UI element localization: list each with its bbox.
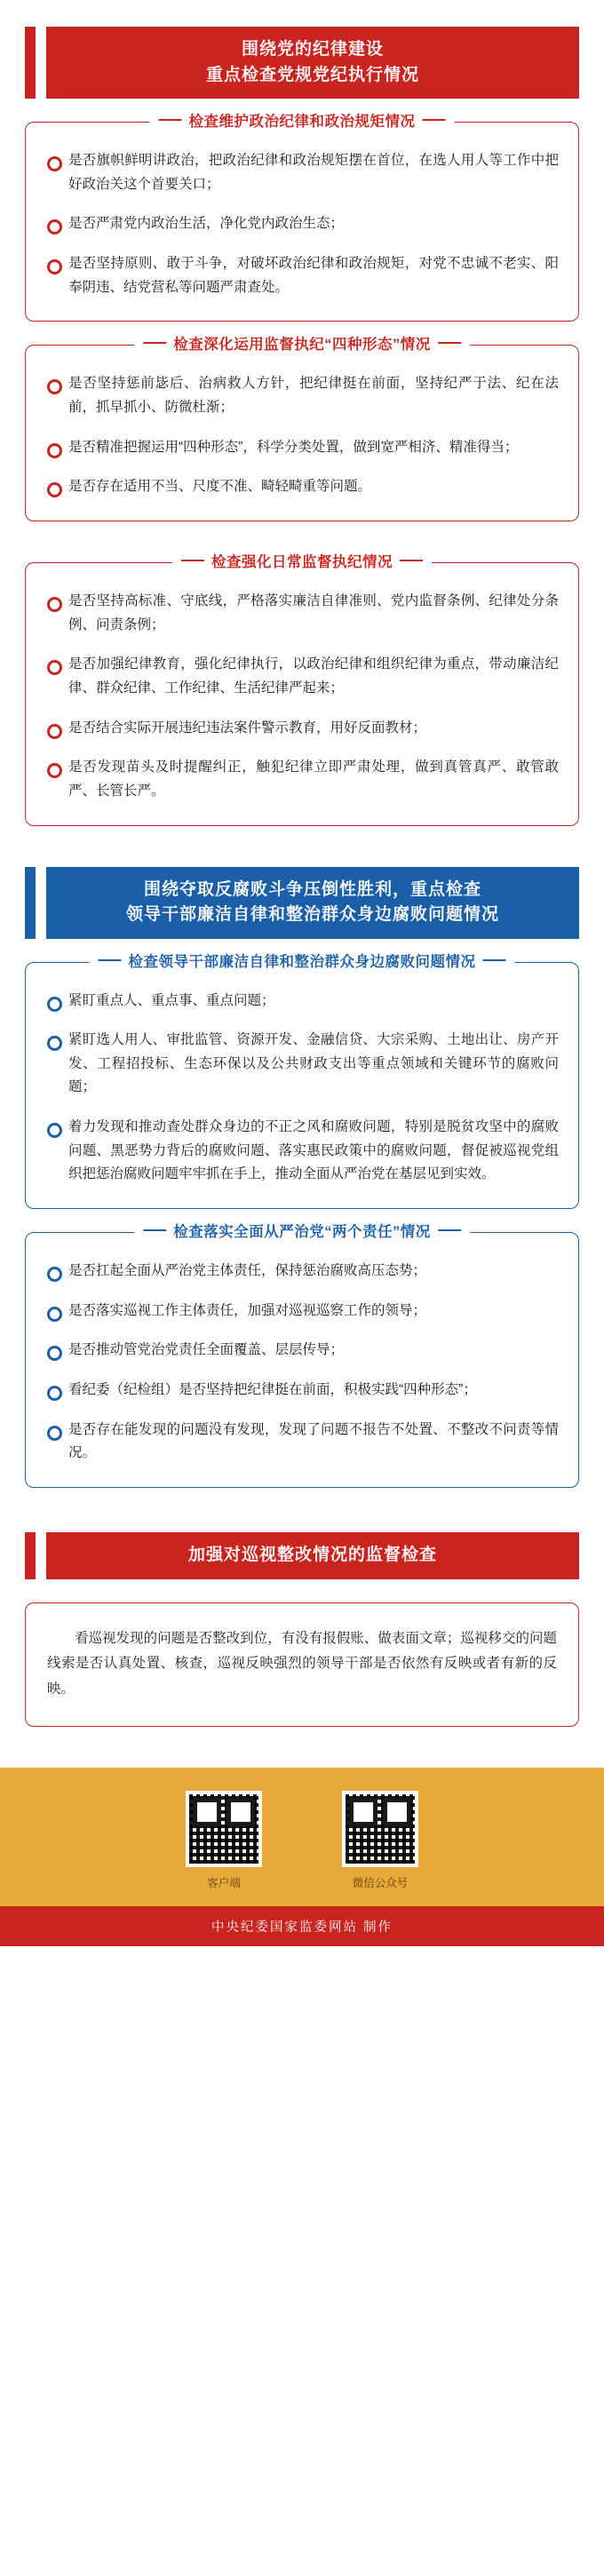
section-banner-2 xyxy=(25,867,579,939)
app-qr-label: 客户端 xyxy=(207,1876,241,1889)
card-title-text: 检查深化运用监督执纪“四种形态”情况 xyxy=(173,337,431,354)
list-item: 是否坚持惩前毖后、治病救人方针，把纪律挺在前面，坚持纪严于法、纪在法前，抓早抓小、防微杜渐； xyxy=(45,372,559,419)
qr-block-app[interactable] xyxy=(186,1791,262,1890)
section-banner-2-text xyxy=(46,867,579,939)
list-item: 紧盯选人用人、审批监管、资源开发、金融信贷、大宗采购、土地出让、房产开发、工程招投标、生态环保以及公共财政支出等重点领域和关键环节的腐败问题； xyxy=(45,1029,559,1100)
title-rule-right xyxy=(483,959,506,961)
item-list xyxy=(45,1260,559,1466)
card-title-text: 检查强化日常监督执纪情况 xyxy=(211,553,393,570)
item-list xyxy=(45,590,559,804)
list-item: 紧盯重点人、重点事、重点问题； xyxy=(45,990,559,1014)
list-item: 是否存在适用不当、尺度不准、畸轻畸重等问题。 xyxy=(45,475,559,499)
banner-notch xyxy=(36,27,46,99)
banner-line-1: 围绕夺取反腐败斗争压倒性胜利，重点检查 xyxy=(143,879,481,899)
title-rule-right xyxy=(423,119,446,121)
card-daily-supervision xyxy=(25,553,579,826)
list-item: 是否严肃党内政治生活，净化党内政治生态； xyxy=(45,212,559,236)
banner-line-1: 围绕党的纪律建设 xyxy=(241,40,384,59)
rectification-text: 看巡视发现的问题是否整改到位，有没有报假账、做表面文章；巡视移交的问题线索是否认真处置、核查，巡视反映强烈的领导干部是否依然有反映或者有新的反映。 xyxy=(47,1630,557,1697)
footer xyxy=(0,1768,604,1946)
banner-line-2: 重点检查党规党纪执行情况 xyxy=(205,65,419,84)
poster-page xyxy=(0,27,604,2576)
title-rule-left xyxy=(99,959,122,961)
card-two-responsibilities xyxy=(25,1224,579,1488)
section-banner-3-text xyxy=(46,1532,579,1579)
card-title-text: 检查落实全面从严治党“两个责任”情况 xyxy=(173,1224,431,1241)
wechat-qr-code[interactable] xyxy=(342,1791,418,1867)
item-list xyxy=(45,990,559,1188)
list-item: 是否推动管党治党责任全面覆盖、层层传导； xyxy=(45,1339,559,1363)
title-rule-right xyxy=(438,342,461,344)
card-title xyxy=(134,1220,470,1241)
item-list xyxy=(45,372,559,499)
card-title-text: 检查领导干部廉洁自律和整治群众身边腐败问题情况 xyxy=(128,953,476,970)
banner-line-1: 加强对巡视整改情况的监督检查 xyxy=(187,1546,437,1565)
list-item: 是否发现苗头及时提醒纠正，触犯纪律立即严肃处理，做到真管真严、敢管敢严、长管长严。 xyxy=(45,756,559,803)
banner-line-2: 领导干部廉洁自律和整治群众身边腐败问题情况 xyxy=(125,905,499,924)
wechat-qr-label: 微信公众号 xyxy=(352,1876,409,1889)
title-rule-left xyxy=(143,342,166,344)
list-item: 着力发现和推动查处群众身边的不正之风和腐败问题，特别是脱贫攻坚中的腐败问题、黑恶势力背后的腐败问题、落实惠民政策中的腐败问题，督促被巡视党组织把惩治腐败问题牢牢抓在手上，推动全面从严治党在基层见到实效。 xyxy=(45,1116,559,1187)
list-item: 看纪委（纪检组）是否坚持把纪律挺在前面，积极实践“四种形态”； xyxy=(45,1379,559,1403)
section-banner-1-text xyxy=(46,27,579,99)
title-rule-left xyxy=(181,560,204,561)
item-list xyxy=(45,149,559,299)
card-political-discipline xyxy=(25,114,579,322)
title-rule-left xyxy=(143,1229,166,1231)
card-title-text: 检查维护政治纪律和政治规矩情况 xyxy=(188,114,416,130)
card-title xyxy=(172,550,432,571)
list-item: 是否精准把握运用“四种形态”，科学分类处置，做到宽严相济、精准得当； xyxy=(45,436,559,460)
card-four-forms xyxy=(25,337,579,521)
title-rule-right xyxy=(438,1229,461,1231)
banner-accent-bar xyxy=(25,27,36,99)
list-item: 是否加强纪律教育，强化纪律执行，以政治纪律和组织纪律为重点，带动廉洁纪律、群众纪律、工作纪律、生活纪律严起来； xyxy=(45,653,559,700)
list-item: 是否旗帜鲜明讲政治，把政治纪律和政治规矩摆在首位，在选人用人等工作中把好政治关这个首要关口； xyxy=(45,149,559,196)
footer-credit-bar: 中央纪委国家监委网站 制作 xyxy=(0,1906,604,1946)
list-item: 是否坚持原则、敢于斗争，对破坏政治纪律和政治规矩，对党不忠诚不老实、阳奉阴违、结党营私等问题严肃查处。 xyxy=(45,252,559,299)
app-qr-code[interactable] xyxy=(186,1791,262,1867)
banner-notch xyxy=(36,867,46,939)
card-title xyxy=(134,332,470,354)
banner-accent-bar xyxy=(25,867,36,939)
qr-row xyxy=(0,1791,604,1906)
card-rectification-supervision xyxy=(25,1602,579,1727)
title-rule-right xyxy=(400,560,423,561)
banner-notch xyxy=(36,1532,46,1579)
card-title xyxy=(90,950,515,971)
list-item: 是否结合实际开展违纪违法案件警示教育，用好反面教材； xyxy=(45,717,559,741)
banner-accent-bar xyxy=(25,1532,36,1579)
list-item: 是否存在能发现的问题没有发现，发现了问题不报告不处置、不整改不问责等情况。 xyxy=(45,1419,559,1466)
list-item: 是否坚持高标准、守底线，严格落实廉洁自律准则、党内监督条例、纪律处分条例、问责条例； xyxy=(45,590,559,637)
section-banner-1 xyxy=(25,27,579,99)
qr-block-wechat[interactable] xyxy=(342,1791,418,1890)
card-title xyxy=(150,109,455,131)
title-rule-left xyxy=(159,119,182,121)
section-banner-3 xyxy=(25,1532,579,1579)
list-item: 是否扛起全面从严治党主体责任，保持惩治腐败高压态势； xyxy=(45,1260,559,1284)
card-leader-integrity xyxy=(25,953,579,1210)
list-item: 是否落实巡视工作主体责任，加强对巡视巡察工作的领导； xyxy=(45,1300,559,1324)
